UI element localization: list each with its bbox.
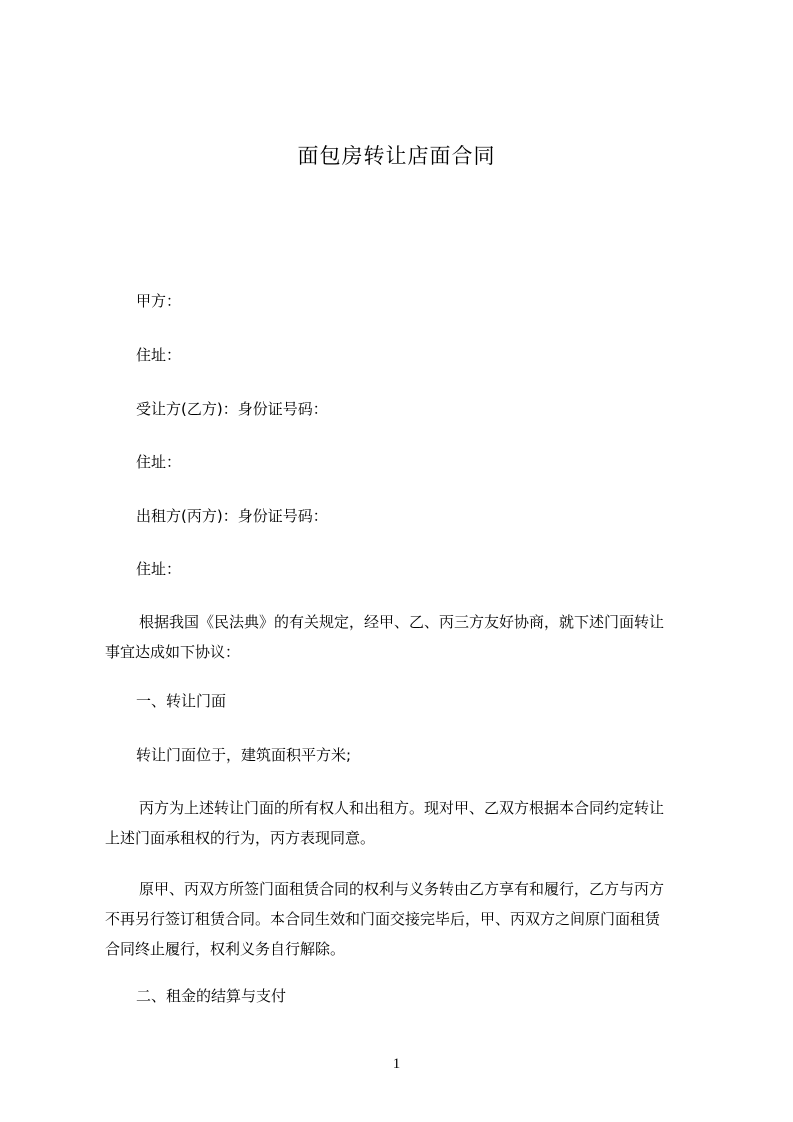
section1-heading: 一、转让门面 [136,692,227,710]
intro-paragraph [105,607,705,667]
section1-item-3-line-2: 不再另行签订租赁合同。本合同生效和门面交接完毕后，甲、丙双方之间原门面租赁 [105,910,661,928]
intro-line-1: 根据我国《民法典》的有关规定，经甲、乙、丙三方友好协商，就下述门面转让 [139,613,665,631]
document-title: 面包房转让店面合同 [297,144,496,168]
party-c-address: 住址： [136,560,182,578]
party-b-label: 受让方(乙方)：身份证号码： [136,400,328,418]
party-a-label: 甲方： [136,292,182,310]
section1-item-2-line-2: 上述门面承租权的行为，丙方表现同意。 [105,829,376,847]
party-c-label: 出租方(丙方)：身份证号码： [136,507,328,525]
section1-item-3-line-3: 合同终止履行，权利义务自行解除。 [105,940,346,958]
page-number: 1 [392,1056,401,1072]
section1-item-2 [105,793,705,853]
section1-item-2-line-1: 丙方为上述转让门面的所有权人和出租方。现对甲、乙双方根据本合同约定转让 [139,799,665,817]
section1-item-1: 转让门面位于，建筑面积平方米; [136,746,352,764]
section1-item-3-line-1: 原甲、丙双方所签门面租赁合同的权利与义务转由乙方享有和履行，乙方与丙方 [139,880,665,898]
section1-item-3 [105,874,705,964]
intro-line-2: 事宜达成如下协议： [105,643,241,661]
party-a-address: 住址： [136,346,182,364]
party-b-address: 住址： [136,453,182,471]
section2-heading: 二、租金的结算与支付 [136,987,287,1005]
